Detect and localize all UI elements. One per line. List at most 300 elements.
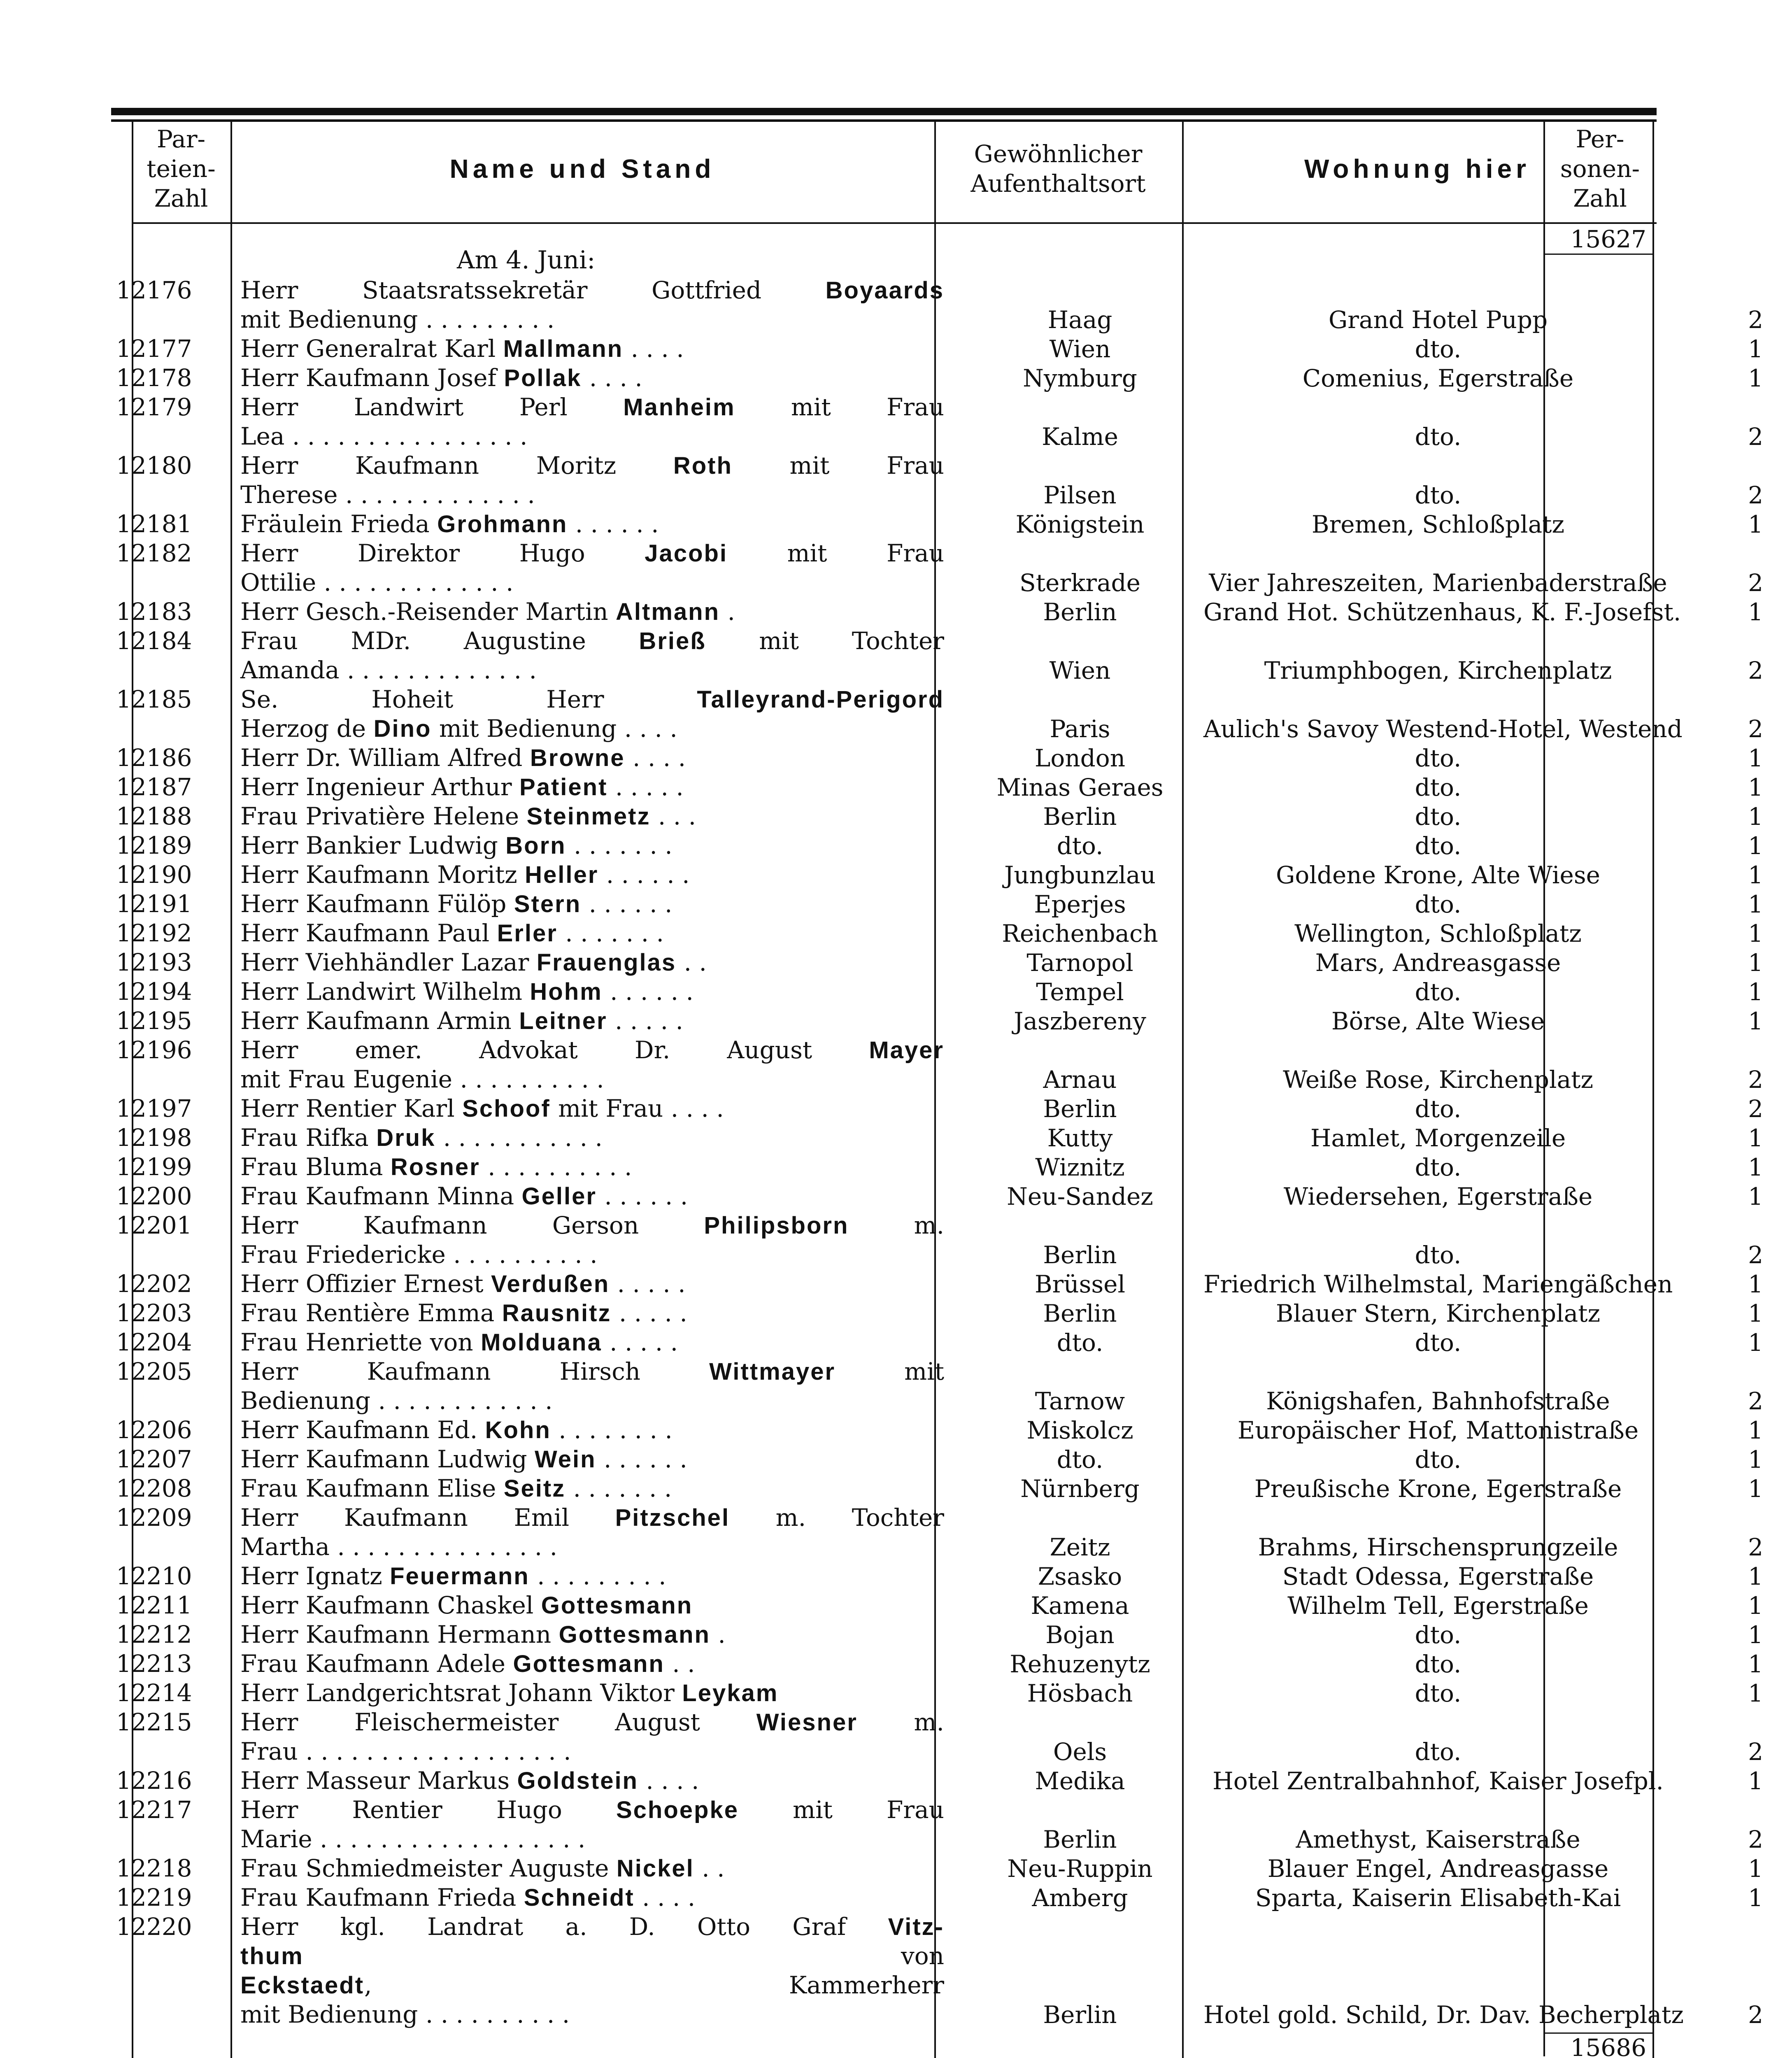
name-prefix: Herr Kaufmann Ed. bbox=[240, 1416, 485, 1444]
surname: Mallmann bbox=[503, 335, 624, 362]
table-row bbox=[116, 1620, 1792, 1649]
name-suffix: mit Frau bbox=[732, 452, 944, 480]
lodging-address: dto. bbox=[1415, 481, 1462, 509]
party-number: 12178 bbox=[116, 364, 192, 392]
surname: Jacobi bbox=[645, 540, 728, 567]
name-prefix: Frau Henriette von bbox=[240, 1328, 481, 1356]
name-prefix: Herr Kaufmann Moritz bbox=[240, 861, 525, 889]
usual-residence: Kalme bbox=[1042, 423, 1118, 451]
guest-name bbox=[231, 393, 957, 451]
surname: Philipsborn bbox=[704, 1212, 849, 1239]
table-row bbox=[116, 1912, 1792, 2029]
party-number: 12195 bbox=[116, 1007, 192, 1035]
guest-name bbox=[231, 1562, 957, 1591]
surname: Feuermann bbox=[390, 1563, 530, 1590]
guest-name bbox=[231, 1795, 957, 1854]
guest-name bbox=[231, 1152, 957, 1182]
name-line bbox=[240, 1211, 944, 1240]
name-line bbox=[240, 1269, 944, 1299]
header-party-line2: teien- bbox=[147, 155, 216, 183]
person-count: 2 bbox=[1748, 1387, 1763, 1415]
lodging-address: Europäischer Hof, Mattonistraße bbox=[1237, 1416, 1639, 1444]
guest-name bbox=[231, 1299, 957, 1328]
table-row bbox=[116, 1299, 1792, 1328]
table-row bbox=[116, 977, 1792, 1006]
name-prefix: Herzog de bbox=[240, 715, 374, 743]
table-row bbox=[116, 334, 1792, 363]
party-number: 12190 bbox=[116, 861, 192, 889]
person-count: 1 bbox=[1748, 773, 1763, 801]
usual-residence: dto. bbox=[1057, 1446, 1103, 1474]
surname: Eckstaedt bbox=[240, 1972, 365, 1999]
party-number: 12220 bbox=[116, 1913, 192, 1941]
name-prefix: Herr kgl. Landrat a. D. Otto Graf bbox=[240, 1913, 888, 1941]
lodging-address: Grand Hot. Schützenhaus, K. F.-Josefst. bbox=[1203, 598, 1681, 626]
surname: Frauenglas bbox=[536, 949, 677, 976]
name-suffix: . . . . bbox=[638, 1767, 699, 1795]
table-row bbox=[116, 1357, 1792, 1415]
table-row bbox=[116, 1036, 1792, 1094]
name-suffix: mit Tochter bbox=[706, 627, 944, 655]
usual-residence: Berlin bbox=[1043, 2001, 1117, 2029]
usual-residence: Reichenbach bbox=[1002, 920, 1158, 948]
party-number: 12217 bbox=[116, 1796, 192, 1824]
lodging-address: dto. bbox=[1415, 832, 1462, 860]
name-line bbox=[240, 685, 944, 714]
surname: Nickel bbox=[616, 1855, 694, 1882]
surname: Druk bbox=[376, 1124, 436, 1151]
table-row bbox=[116, 1123, 1792, 1152]
usual-residence: Arnau bbox=[1043, 1066, 1117, 1094]
lodging-address: dto. bbox=[1415, 1241, 1462, 1269]
name-suffix: . . . . . . bbox=[598, 861, 690, 889]
name-line bbox=[240, 714, 944, 743]
name-prefix: Frau Rifka bbox=[240, 1124, 377, 1152]
table-row bbox=[116, 539, 1792, 597]
surname: Boyaards bbox=[825, 277, 944, 304]
lodging-address: Goldene Krone, Alte Wiese bbox=[1276, 861, 1600, 889]
name-prefix: Frau Kaufmann Frieda bbox=[240, 1883, 524, 1911]
party-number: 12205 bbox=[116, 1357, 192, 1385]
usual-residence: Wien bbox=[1049, 335, 1111, 363]
table-row bbox=[116, 1415, 1792, 1445]
party-number: 12183 bbox=[116, 598, 192, 626]
lodging-address: Friedrich Wilhelmstal, Mariengäßchen bbox=[1203, 1270, 1673, 1298]
lodging-address: Hamlet, Morgenzeile bbox=[1310, 1124, 1566, 1152]
surname: Kohn bbox=[485, 1417, 551, 1443]
header-name: Name und Stand bbox=[449, 154, 715, 184]
table-row bbox=[116, 1503, 1792, 1562]
name-prefix: Herr Generalrat Karl bbox=[240, 335, 503, 363]
name-suffix: . . . . . . . . . . . . . bbox=[337, 481, 535, 509]
surname: Heller bbox=[525, 861, 599, 888]
name-line bbox=[240, 656, 944, 685]
guest-name bbox=[231, 1415, 957, 1445]
surname: Dino bbox=[373, 715, 432, 742]
person-count: 2 bbox=[1748, 423, 1763, 451]
name-prefix: Herr Landwirt Wilhelm bbox=[240, 978, 530, 1006]
lodging-address: dto. bbox=[1415, 1153, 1462, 1181]
name-line bbox=[240, 1299, 944, 1328]
table-row bbox=[116, 363, 1792, 393]
table-row bbox=[116, 1708, 1792, 1766]
lodging-address: dto. bbox=[1415, 978, 1462, 1006]
name-suffix: . . . . . bbox=[607, 773, 684, 801]
party-number: 12213 bbox=[116, 1650, 192, 1678]
usual-residence: Neu-Ruppin bbox=[1007, 1855, 1153, 1883]
name-suffix: . . . . . . . . . . . . . bbox=[339, 656, 537, 684]
table-row bbox=[116, 451, 1792, 510]
person-count: 1 bbox=[1748, 598, 1763, 626]
lodging-address: dto. bbox=[1415, 1329, 1462, 1357]
header-persons-line1: Per- bbox=[1576, 125, 1624, 153]
name-prefix: Herr Staatsratssekretär Gottfried bbox=[240, 276, 826, 304]
table-row bbox=[116, 1269, 1792, 1299]
table-row bbox=[116, 948, 1792, 977]
usual-residence: Paris bbox=[1050, 715, 1110, 743]
table-row bbox=[116, 1591, 1792, 1620]
name-line bbox=[240, 1123, 944, 1152]
name-prefix: Herr Kaufmann Moritz bbox=[240, 452, 673, 480]
guest-table bbox=[116, 276, 1792, 2029]
name-suffix: . . . . . . . . . . . . . . . . . . bbox=[312, 1825, 586, 1853]
surname: Roth bbox=[673, 452, 733, 479]
usual-residence: dto. bbox=[1057, 832, 1103, 860]
party-number: 12199 bbox=[116, 1153, 192, 1181]
party-number: 12193 bbox=[116, 948, 192, 976]
guest-name bbox=[231, 539, 957, 597]
name-prefix: Frau bbox=[240, 1737, 298, 1765]
name-prefix: Frau Kaufmann Elise bbox=[240, 1474, 504, 1502]
person-count: 2 bbox=[1748, 2001, 1763, 2029]
person-count: 1 bbox=[1748, 832, 1763, 860]
name-prefix: Herr Fleischermeister August bbox=[240, 1708, 756, 1736]
name-prefix: Marie bbox=[240, 1825, 312, 1853]
name-line bbox=[240, 860, 944, 889]
name-prefix: Herr Gesch.-Reisender Martin bbox=[240, 598, 616, 626]
name-prefix: Herr emer. Advokat Dr. August bbox=[240, 1036, 869, 1064]
lodging-address: Amethyst, Kaiserstraße bbox=[1296, 1825, 1580, 1853]
surname: Wittmayer bbox=[709, 1358, 836, 1385]
table-row bbox=[116, 1445, 1792, 1474]
name-suffix: . . . . . bbox=[607, 1007, 683, 1035]
name-line bbox=[240, 1357, 944, 1386]
person-count: 2 bbox=[1748, 1066, 1763, 1094]
name-prefix: Herr Kaufmann Josef bbox=[240, 364, 504, 392]
party-number: 12207 bbox=[116, 1445, 192, 1473]
name-suffix: . bbox=[720, 598, 735, 626]
name-suffix: . . . . . . . . . . . . . bbox=[316, 568, 514, 596]
party-number: 12211 bbox=[116, 1591, 192, 1619]
person-count: 1 bbox=[1748, 1416, 1763, 1444]
header-residence-line2: Aufenthaltsort bbox=[970, 170, 1146, 198]
name-prefix: mit Frau Eugenie bbox=[240, 1065, 453, 1093]
person-count: 2 bbox=[1748, 1825, 1763, 1853]
name-suffix: . . . . . . . . . bbox=[418, 305, 555, 333]
surname: Patient bbox=[519, 774, 608, 801]
top-rule bbox=[111, 108, 1657, 115]
guest-name bbox=[231, 1182, 957, 1211]
lodging-address: Bremen, Schloßplatz bbox=[1311, 510, 1565, 538]
guest-name bbox=[231, 1591, 957, 1620]
person-count: 1 bbox=[1748, 803, 1763, 831]
usual-residence: Sterkrade bbox=[1019, 569, 1140, 597]
party-number: 12204 bbox=[116, 1328, 192, 1356]
lodging-address: dto. bbox=[1415, 1738, 1462, 1766]
name-suffix: von bbox=[303, 1942, 944, 1970]
party-number: 12208 bbox=[116, 1474, 192, 1502]
name-prefix: Herr Kaufmann Fülöp bbox=[240, 890, 514, 918]
name-line bbox=[240, 1532, 944, 1562]
name-prefix: Frau Bluma bbox=[240, 1153, 391, 1181]
name-line bbox=[240, 1386, 944, 1415]
header-persons-line2: sonen- bbox=[1560, 155, 1640, 183]
name-line bbox=[240, 2000, 944, 2029]
person-count: 1 bbox=[1748, 1767, 1763, 1795]
person-count: 1 bbox=[1748, 1183, 1763, 1211]
surname: Molduana bbox=[481, 1329, 602, 1356]
name-line bbox=[240, 1942, 944, 1971]
name-line bbox=[240, 1912, 944, 1942]
name-line bbox=[240, 1182, 944, 1211]
surname: Steinmetz bbox=[526, 803, 651, 830]
party-number: 12215 bbox=[116, 1708, 192, 1736]
name-suffix: . . . . . . . bbox=[566, 831, 673, 859]
guest-name bbox=[231, 860, 957, 889]
surname: Wiesner bbox=[756, 1709, 858, 1736]
table-row bbox=[116, 393, 1792, 451]
name-prefix: Herr Kaufmann Emil bbox=[240, 1504, 615, 1532]
name-suffix: . . . . . bbox=[610, 1270, 686, 1298]
table-row bbox=[116, 831, 1792, 860]
guest-name bbox=[231, 1766, 957, 1795]
name-line bbox=[240, 1474, 944, 1503]
person-count: 1 bbox=[1748, 978, 1763, 1006]
guest-name bbox=[231, 1036, 957, 1094]
lodging-address: Wilhelm Tell, Egerstraße bbox=[1287, 1592, 1589, 1620]
name-suffix: m. bbox=[857, 1708, 944, 1736]
name-line bbox=[240, 1006, 944, 1036]
guest-name bbox=[231, 1211, 957, 1269]
lodging-address: Stadt Odessa, Egerstraße bbox=[1282, 1562, 1594, 1590]
usual-residence: Oels bbox=[1053, 1738, 1107, 1766]
name-suffix: mit Bedienung . . . . bbox=[431, 715, 677, 743]
name-prefix: Herr Kaufmann Gerson bbox=[240, 1211, 704, 1239]
surname: Stern bbox=[514, 891, 582, 917]
lodging-address: Triumphbogen, Kirchenplatz bbox=[1264, 657, 1612, 684]
name-line bbox=[240, 948, 944, 977]
header-party-number bbox=[132, 124, 230, 213]
guest-name bbox=[231, 773, 957, 802]
table-row bbox=[116, 685, 1792, 743]
party-number: 12182 bbox=[116, 539, 192, 567]
party-number: 12209 bbox=[116, 1504, 192, 1532]
person-count: 1 bbox=[1748, 1446, 1763, 1474]
person-count: 1 bbox=[1748, 1592, 1763, 1620]
final-total: 15686 bbox=[1570, 2034, 1646, 2058]
person-count: 1 bbox=[1748, 861, 1763, 889]
usual-residence: Nymburg bbox=[1023, 364, 1137, 392]
guest-name bbox=[231, 1474, 957, 1503]
name-prefix: Herr Landgerichtsrat Johann Viktor bbox=[240, 1679, 682, 1707]
table-row bbox=[116, 889, 1792, 919]
name-prefix: Herr Dr. William Alfred bbox=[240, 744, 530, 772]
guest-name bbox=[231, 1357, 957, 1415]
usual-residence: Berlin bbox=[1043, 803, 1117, 831]
lodging-address: dto. bbox=[1415, 744, 1462, 772]
party-number: 12191 bbox=[116, 890, 192, 918]
guest-name bbox=[231, 889, 957, 919]
usual-residence: Zsasko bbox=[1038, 1562, 1122, 1590]
name-line bbox=[240, 1825, 944, 1854]
party-number: 12187 bbox=[116, 773, 192, 801]
name-line bbox=[240, 1766, 944, 1795]
name-suffix: . . . . . bbox=[602, 1328, 678, 1356]
lodging-address: dto. bbox=[1415, 1621, 1462, 1649]
surname: Pollak bbox=[504, 365, 582, 391]
surname: Schneidt bbox=[524, 1884, 635, 1911]
table-row bbox=[116, 1679, 1792, 1708]
party-number: 12186 bbox=[116, 744, 192, 772]
usual-residence: Neu-Sandez bbox=[1007, 1183, 1153, 1211]
lodging-address: dto. bbox=[1415, 423, 1462, 451]
name-suffix: . . . . . . . . bbox=[551, 1416, 673, 1444]
guest-name bbox=[231, 948, 957, 977]
table-row bbox=[116, 1649, 1792, 1679]
name-line bbox=[240, 1649, 944, 1679]
guest-name bbox=[231, 1620, 957, 1649]
surname: Schoof bbox=[462, 1095, 551, 1122]
name-suffix: . . . . bbox=[582, 364, 642, 392]
guest-name bbox=[231, 363, 957, 393]
name-line bbox=[240, 626, 944, 656]
usual-residence: Bojan bbox=[1045, 1621, 1115, 1649]
name-line bbox=[240, 597, 944, 626]
surname: Wein bbox=[535, 1446, 596, 1473]
name-line bbox=[240, 1503, 944, 1532]
party-number: 12181 bbox=[116, 510, 192, 538]
name-suffix: . . . . . . . . . . . . . . . . . . bbox=[298, 1737, 571, 1765]
name-line bbox=[240, 1854, 944, 1883]
name-line bbox=[240, 1562, 944, 1591]
guest-name bbox=[231, 1503, 957, 1562]
guest-name bbox=[231, 1123, 957, 1152]
lodging-address: Aulich's Savoy Westend-Hotel, Westend bbox=[1203, 715, 1683, 743]
name-prefix: Frau Rentière Emma bbox=[240, 1299, 502, 1327]
party-number: 12185 bbox=[116, 685, 192, 713]
name-line bbox=[240, 1094, 944, 1123]
name-line bbox=[240, 743, 944, 773]
surname: Gottesmann bbox=[541, 1592, 693, 1619]
usual-residence: London bbox=[1034, 744, 1126, 772]
surname: Leykam bbox=[682, 1680, 779, 1706]
carry-over-rule bbox=[1543, 254, 1652, 255]
table-row bbox=[116, 1152, 1792, 1182]
usual-residence: Tempel bbox=[1036, 978, 1124, 1006]
guest-name bbox=[231, 1269, 957, 1299]
person-count: 1 bbox=[1748, 1855, 1763, 1883]
surname: Manheim bbox=[623, 394, 735, 421]
header-persons bbox=[1548, 124, 1652, 213]
name-line bbox=[240, 451, 944, 480]
name-line bbox=[240, 1240, 944, 1269]
table-row bbox=[116, 802, 1792, 831]
table-row bbox=[116, 1094, 1792, 1123]
name-line bbox=[240, 1737, 944, 1766]
party-number: 12201 bbox=[116, 1211, 192, 1239]
usual-residence: Wiznitz bbox=[1035, 1153, 1125, 1181]
party-number: 12198 bbox=[116, 1124, 192, 1152]
name-suffix: m. bbox=[849, 1211, 944, 1239]
lodging-address: dto. bbox=[1415, 803, 1462, 831]
name-suffix: . . . . . . . bbox=[557, 919, 664, 947]
name-suffix: . . . . . . . . . . . bbox=[435, 1124, 603, 1152]
table-row bbox=[116, 1182, 1792, 1211]
usual-residence: dto. bbox=[1057, 1329, 1103, 1357]
guest-name bbox=[231, 831, 957, 860]
person-count: 2 bbox=[1748, 569, 1763, 597]
person-count: 1 bbox=[1748, 1270, 1763, 1298]
party-number: 12179 bbox=[116, 393, 192, 421]
name-line bbox=[240, 276, 944, 305]
guest-name bbox=[231, 802, 957, 831]
lodging-address: dto. bbox=[1415, 890, 1462, 918]
party-number: 12206 bbox=[116, 1416, 192, 1444]
name-suffix: , Kammerherr bbox=[364, 1971, 944, 1999]
party-number: 12197 bbox=[116, 1094, 192, 1122]
guest-name bbox=[231, 510, 957, 539]
usual-residence: Minas Geraes bbox=[996, 773, 1164, 801]
party-number: 12200 bbox=[116, 1182, 192, 1210]
name-suffix: . bbox=[710, 1620, 726, 1648]
surname: Hohm bbox=[530, 978, 603, 1005]
party-number: 12202 bbox=[116, 1270, 192, 1298]
lodging-address: Comenius, Egerstraße bbox=[1302, 364, 1574, 392]
lodging-address: Weiße Rose, Kirchenplatz bbox=[1282, 1066, 1594, 1094]
name-suffix: . . bbox=[676, 948, 707, 976]
lodging-address: Brahms, Hirschensprungzeile bbox=[1258, 1533, 1618, 1561]
table-row bbox=[116, 1006, 1792, 1036]
party-number: 12218 bbox=[116, 1854, 192, 1882]
name-suffix: . . . . . . . . . . . . . . . bbox=[329, 1533, 558, 1561]
usual-residence: Brüssel bbox=[1034, 1270, 1126, 1298]
table-row bbox=[116, 743, 1792, 773]
name-prefix: mit Bedienung bbox=[240, 305, 418, 333]
table-row bbox=[116, 1766, 1792, 1795]
name-suffix: . . . . . . . . . . bbox=[418, 2000, 570, 2028]
name-prefix: Herr Offizier Ernest bbox=[240, 1270, 491, 1298]
party-number: 12203 bbox=[116, 1299, 192, 1327]
header-persons-line3: Zahl bbox=[1573, 184, 1627, 212]
name-suffix: . . . . . . bbox=[596, 1445, 687, 1473]
table-row bbox=[116, 597, 1792, 626]
name-line bbox=[240, 510, 944, 539]
name-line bbox=[240, 568, 944, 597]
name-prefix: Herr Bankier Ludwig bbox=[240, 831, 506, 859]
header-bottom-rule bbox=[132, 222, 1657, 224]
name-prefix: Frau Friedericke bbox=[240, 1241, 446, 1269]
usual-residence: Haag bbox=[1047, 306, 1112, 334]
table-row bbox=[116, 1795, 1792, 1854]
person-count: 1 bbox=[1748, 949, 1763, 977]
lodging-address: Blauer Stern, Kirchenplatz bbox=[1275, 1299, 1601, 1327]
usual-residence: Kamena bbox=[1031, 1592, 1129, 1620]
table-row bbox=[116, 626, 1792, 685]
person-count: 1 bbox=[1748, 744, 1763, 772]
name-suffix: . . . . . . . . . . bbox=[452, 1065, 604, 1093]
person-count: 2 bbox=[1748, 715, 1763, 743]
name-suffix: . . . . . . . . . . . . . . . . bbox=[284, 422, 528, 450]
